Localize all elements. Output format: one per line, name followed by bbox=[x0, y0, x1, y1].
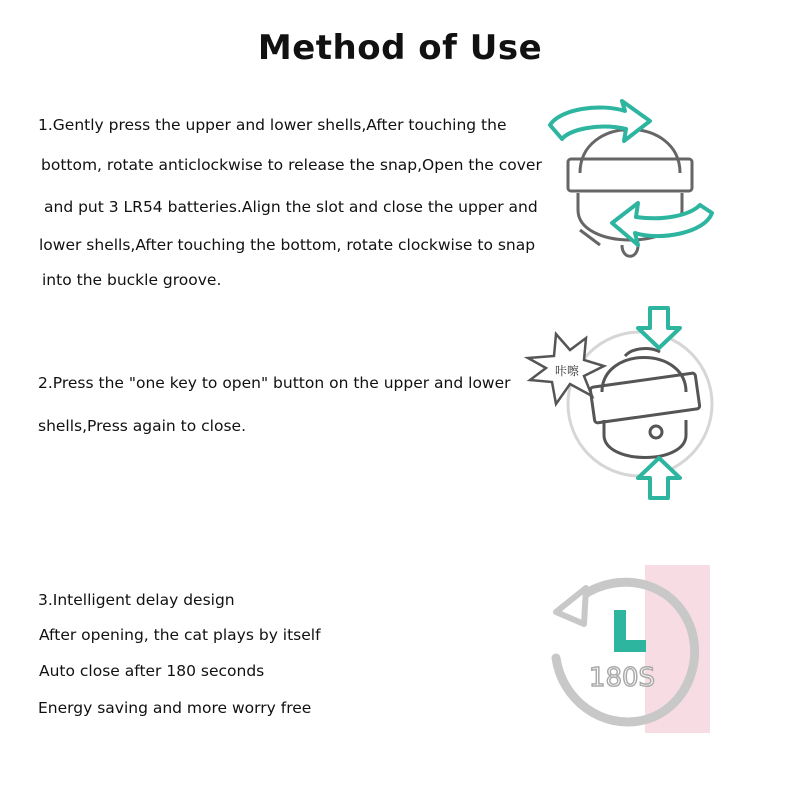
shell-ring-band bbox=[568, 159, 692, 191]
step-1-line-2: bottom, rotate anticlockwise to release the snap,Open the cover bbox=[41, 156, 542, 174]
step-1-line-1: 1.Gently press the upper and lower shells,After touching the bbox=[38, 116, 507, 134]
step-3-line-3: Auto close after 180 seconds bbox=[39, 662, 265, 680]
click-sound-label: 咔嚓 bbox=[554, 364, 580, 378]
clock-hands-icon bbox=[620, 610, 646, 646]
step-3-line-2: After opening, the cat plays by itself bbox=[39, 626, 321, 644]
shell-clip-bottom bbox=[622, 245, 638, 256]
motion-ghost-ring bbox=[568, 332, 712, 476]
rotate-shell-illustration bbox=[540, 95, 740, 280]
timer-180s-illustration bbox=[540, 560, 720, 740]
anticlockwise-arrow-icon bbox=[550, 101, 650, 141]
timer-arrow-head-icon bbox=[556, 588, 586, 624]
step-1-line-5: into the buckle groove. bbox=[42, 271, 222, 289]
up-arrow-icon bbox=[638, 458, 680, 498]
page-title: Method of Use bbox=[257, 28, 543, 68]
one-key-open-illustration bbox=[520, 300, 720, 505]
step-1-line-4: lower shells,After touching the bottom, rotate clockwise to snap bbox=[39, 236, 536, 254]
step-2-line-2: shells,Press again to close. bbox=[38, 417, 247, 435]
lower-shell-outline bbox=[604, 420, 686, 458]
step-2-line-1: 2.Press the "one key to open" button on the upper and lower bbox=[38, 374, 511, 392]
step-1-line-3: and put 3 LR54 batteries.Align the slot and close the upper and bbox=[44, 198, 538, 216]
shell-latch bbox=[650, 426, 662, 438]
timer-label: 180S bbox=[588, 663, 656, 693]
step-3-line-4: Energy saving and more worry free bbox=[38, 699, 312, 717]
step-3-line-1: 3.Intelligent delay design bbox=[38, 591, 235, 609]
